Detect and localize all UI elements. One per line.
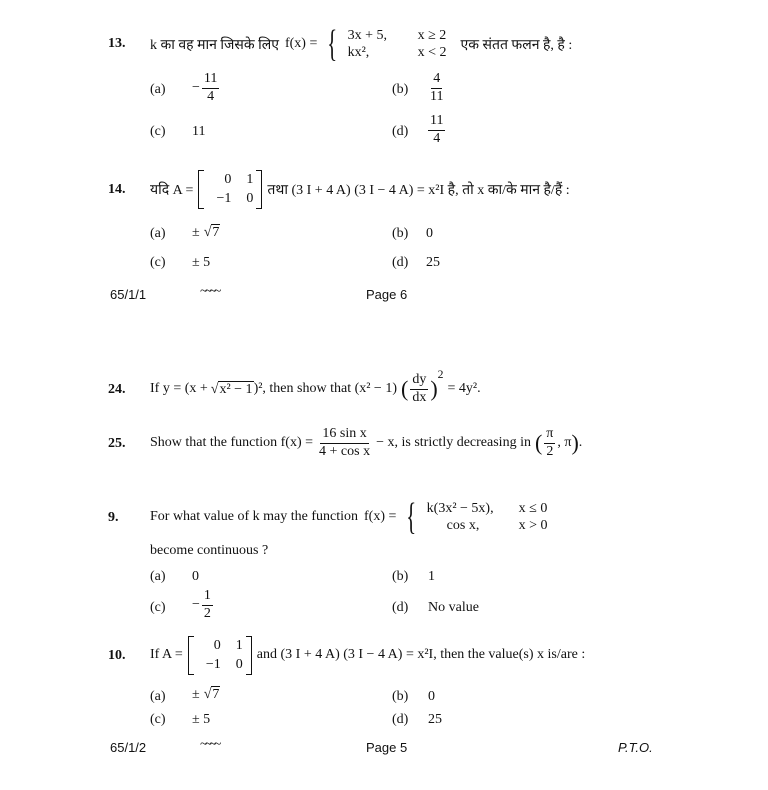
text-segment: and (3 I + 4 A) (3 I − 4 A) = x²I, then the value(s) x is/are :	[256, 647, 586, 662]
squiggle-decoration: ~~~~	[200, 284, 219, 299]
fraction-denominator: 11	[430, 88, 444, 104]
option-label-c: (c)	[150, 712, 166, 727]
text-segment: )², then show that (x² − 1)	[253, 381, 397, 396]
option-label-b: (b)	[392, 689, 409, 704]
square-root	[211, 381, 254, 398]
option-c-value: 11	[192, 124, 206, 139]
question-text	[150, 24, 572, 64]
option-label-b: (b)	[392, 569, 409, 584]
text-segment: = 4y².	[447, 381, 481, 396]
fraction-numerator: 16 sin x	[320, 427, 368, 444]
matrix-A	[198, 170, 262, 209]
option-label-c: (c)	[150, 255, 166, 270]
text-segment: If y = (x +	[150, 381, 208, 396]
question-number: 9.	[108, 510, 119, 525]
option-b-value: 1	[428, 569, 435, 584]
text-segment: .	[578, 435, 583, 450]
exponent: 2	[437, 368, 444, 381]
fraction-denominator: 4	[207, 88, 215, 104]
piecewise-brace: {	[406, 496, 417, 538]
fraction	[428, 114, 445, 146]
fraction	[202, 589, 213, 621]
question-number: 10.	[108, 648, 126, 663]
text-segment: If A =	[150, 647, 183, 662]
matrix-entry: 1	[235, 637, 243, 653]
function-label: f(x) =	[284, 36, 318, 51]
option-d-value: 25	[426, 255, 440, 270]
piece-expression: k(3x² − 5x),	[426, 500, 494, 516]
function-fraction	[317, 427, 372, 459]
matrix-entry: −1	[205, 656, 221, 672]
pto-label: P.T.O.	[618, 740, 653, 755]
matrix-entries	[194, 636, 246, 675]
radicand: x² − 1	[219, 381, 253, 397]
option-c-value	[192, 589, 215, 621]
option-c-value: ± 5	[192, 255, 211, 270]
question-text	[150, 632, 585, 678]
question-text-hindi-end: तथा (3 I + 4 A) (3 I − 4 A) = x²I है, तो x का/के मान है/हैं :	[267, 182, 570, 198]
question-number: 25.	[108, 436, 126, 451]
option-c-value: ± 5	[192, 712, 211, 727]
option-label-d: (d)	[392, 124, 409, 139]
text-segment: Show that the function f(x) =	[150, 435, 314, 450]
radicand: 7	[212, 687, 220, 702]
option-label-d: (d)	[392, 600, 409, 615]
piecewise-function	[348, 27, 447, 62]
option-label-d: (d)	[392, 255, 409, 270]
option-d-value	[426, 114, 447, 146]
piece-expression: 3x + 5,	[347, 27, 388, 43]
piece-expression: cos x,	[446, 518, 480, 533]
matrix-entry: 0	[246, 190, 254, 206]
question-text-hindi: यदि A =	[150, 182, 194, 198]
fraction-numerator: π	[544, 427, 555, 444]
option-label-a: (a)	[150, 82, 166, 97]
text-segment: For what value of k may the function	[150, 509, 359, 524]
matrix-A	[188, 636, 252, 675]
option-label-c: (c)	[150, 600, 166, 615]
option-a-value: 0	[192, 569, 199, 584]
option-d-value: 25	[428, 712, 442, 727]
piecewise-brace: {	[327, 23, 338, 65]
fraction-denominator: 4 + cos x	[319, 443, 371, 459]
piece-condition: x ≤ 0	[518, 500, 548, 516]
square-root	[204, 224, 221, 241]
fraction-numerator: dy	[410, 373, 428, 390]
derivative-fraction	[410, 373, 428, 405]
squiggle-decoration: ~~~~	[200, 737, 219, 752]
minus-sign: −	[192, 597, 200, 613]
radicand: 7	[212, 225, 220, 240]
option-d-value: No value	[428, 600, 479, 615]
question-text-hindi: k का वह मान जिसके लिए	[150, 37, 279, 53]
paper-code: 65/1/2	[110, 740, 147, 755]
fraction-numerator: 11	[202, 72, 219, 89]
left-paren: (	[534, 430, 543, 455]
question-text	[150, 366, 481, 412]
option-b-value: 0	[428, 689, 435, 704]
radical-sign: √	[203, 225, 212, 240]
matrix-right-bracket	[256, 170, 262, 209]
fraction-numerator: 4	[431, 72, 442, 89]
option-label-b: (b)	[392, 82, 409, 97]
option-label-d: (d)	[392, 712, 409, 727]
matrix-entry: 0	[224, 171, 232, 187]
fraction-denominator: dx	[412, 389, 427, 405]
option-a-value	[192, 224, 220, 241]
plus-minus-sign: ±	[192, 687, 200, 702]
minus-sign: −	[192, 80, 200, 96]
plus-minus-sign: ±	[192, 225, 200, 240]
radical-sign: √	[203, 687, 212, 702]
question-text-line-2: become continuous ?	[150, 543, 269, 558]
option-label-a: (a)	[150, 226, 166, 241]
option-a-value	[192, 72, 221, 104]
matrix-entry: −1	[216, 190, 232, 206]
piece-condition: x < 2	[417, 45, 447, 60]
radical-sign: √	[210, 381, 219, 397]
matrix-entries	[204, 170, 256, 209]
left-paren: (	[401, 376, 409, 401]
question-text	[150, 497, 548, 537]
matrix-entry: 1	[246, 171, 254, 187]
option-label-b: (b)	[392, 226, 409, 241]
option-label-c: (c)	[150, 124, 166, 139]
piece-condition: x ≥ 2	[417, 27, 447, 43]
option-label-a: (a)	[150, 689, 166, 704]
fraction-denominator: 4	[433, 130, 441, 146]
piecewise-function	[427, 500, 548, 535]
question-text	[150, 166, 570, 212]
fraction-denominator: 2	[203, 605, 211, 621]
fraction-numerator: 1	[202, 589, 213, 606]
option-a-value	[192, 686, 220, 703]
piece-condition: x > 0	[518, 518, 548, 533]
option-label-a: (a)	[150, 569, 166, 584]
text-segment: − x, is strictly decreasing in	[376, 435, 531, 450]
matrix-entry: 0	[235, 656, 243, 672]
square-root	[204, 686, 221, 703]
matrix-right-bracket	[246, 636, 252, 675]
function-label: f(x) =	[364, 509, 397, 524]
piece-expression: kx²,	[347, 45, 370, 60]
right-paren: )	[430, 376, 438, 401]
fraction	[428, 72, 445, 104]
fraction-denominator: 2	[546, 443, 554, 459]
question-text-hindi-end: एक संतत फलन है, है :	[460, 37, 573, 53]
option-b-value	[426, 72, 447, 104]
matrix-entry: 0	[213, 637, 221, 653]
right-paren: )	[571, 430, 579, 455]
question-text	[150, 420, 582, 466]
fraction-numerator: 11	[428, 114, 445, 131]
pi-fraction	[544, 427, 555, 459]
option-b-value: 0	[426, 226, 433, 241]
page-number: Page 6	[366, 287, 408, 302]
page-number: Page 5	[366, 740, 408, 755]
paper-code: 65/1/1	[110, 287, 147, 302]
interval-end: , π	[557, 435, 572, 450]
question-number: 14.	[108, 182, 126, 197]
question-number: 24.	[108, 382, 126, 397]
fraction	[202, 72, 219, 104]
question-number: 13.	[108, 36, 126, 51]
